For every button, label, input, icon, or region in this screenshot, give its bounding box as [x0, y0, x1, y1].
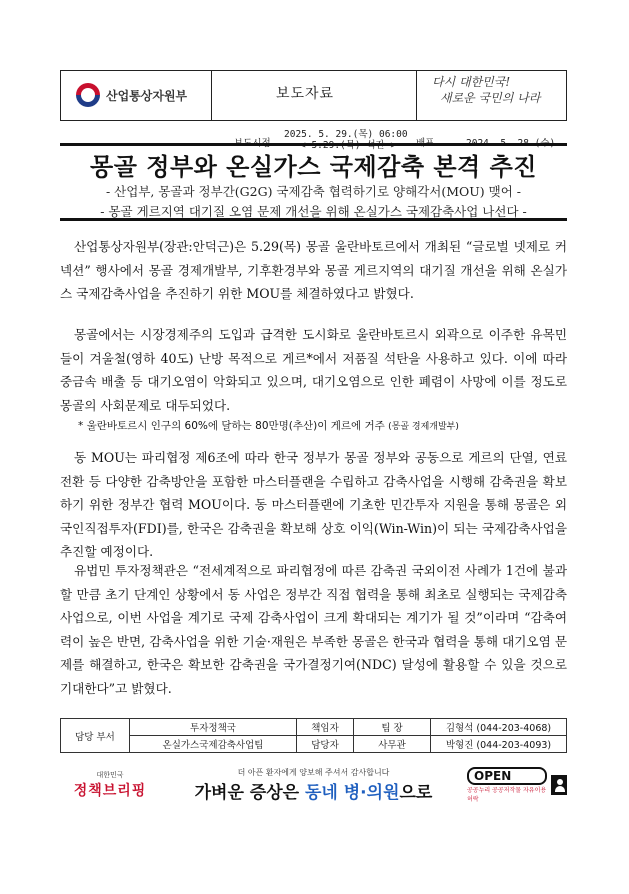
page-title: 몽골 정부와 온실가스 국제감축 본격 추진 — [90, 153, 537, 181]
title-2: 사무관 — [354, 736, 431, 753]
release-time: 2025. 5. 29.(목) 06:00 — [284, 129, 408, 140]
header-divider — [416, 71, 417, 120]
dept-2: 온실가스국제감축사업팀 — [130, 736, 297, 753]
kogl-open-badge — [467, 767, 567, 803]
role-2: 담당자 — [297, 736, 354, 753]
policy-briefing-top: 대한민국 — [96, 771, 124, 779]
paragraph-2: 몽골에서는 시장경제주의 도입과 급격한 도시화로 울란바토르시 외곽으로 이주한 유목민들이 겨울철(영하 40도) 난방 목적으로 게르*에서 저품질 석탄을 사용하고 있다. 이에 따라 중금속 배출 등 대기오염이 악화되고 있으며, 대기오염으로 인한 폐렴이 사망에 이를 정도로 몽골의 사회문제로 대두되었다. — [60, 327, 567, 413]
campaign-headline-highlight: 동네 병·의원 — [305, 783, 400, 803]
footnote-text: * 울란바토르시 인구의 60%에 달하는 80만명(추산)이 게르에 거주 — [78, 420, 385, 432]
open-subtext: 공공누리 공공저작물 자유이용허락 — [467, 787, 547, 803]
subtitle-2: - 몽골 게르지역 대기질 오염 문제 개선을 위해 온실가스 국제감축사업 나선다 - — [100, 204, 527, 219]
campaign-subtext: 더 아픈 환자에게 양보해 주셔서 감사합니다 — [237, 768, 390, 777]
campaign-headline-part: 으로 — [399, 783, 433, 803]
subtitle-1: - 산업부, 몽골과 정부간(G2G) 국제감축 협력하기로 양해각서(MOU) 맺어 - — [105, 184, 522, 199]
release-paper: < 5.29.(목) 석간 > — [300, 140, 397, 151]
dept-label: 담당 부서 — [61, 719, 130, 753]
role-1: 책임자 — [297, 719, 354, 736]
policy-briefing-logo — [60, 770, 160, 800]
release-label: 보도시점 — [234, 138, 271, 149]
paragraph-3: 동 MOU는 파리협정 제6조에 따라 한국 정부가 몽골 정부와 공동으로 게르의 단열, 연료전환 등 다양한 감축방안을 포함한 마스터플랜을 수립하고 감축사업을 시행해 감축권을 확보하기 위한 정부간 협력 MOU이다. 동 마스터플랜에 기초한 민간투자 지원을 통해 몽골은 외국인직접투자(FDI)를, 한국은 감축권을 확보해 상호 이익(Win-Win)이 되는 국제감축사업을 추진할 예정이다. — [60, 450, 567, 559]
table-row — [61, 719, 567, 736]
ministry-logo — [76, 78, 187, 112]
slogan-line-1: 다시 대한민국! — [432, 75, 511, 89]
bottom-banner — [60, 760, 567, 810]
table-row — [61, 736, 567, 753]
distribution-label: 배포 — [416, 138, 435, 149]
slogan — [432, 74, 562, 106]
open-label: OPEN — [467, 767, 547, 785]
title-1: 팀 장 — [354, 719, 431, 736]
person-1: 김형석 (044-203-4068) — [431, 719, 567, 736]
footnote — [78, 418, 567, 433]
paragraph-1: 산업통상자원부(장관:안덕근)은 5.29(목) 몽골 울란바토르에서 개최된 “글로벌 넷제로 커넥션” 행사에서 몽골 경제개발부, 기후환경부와 몽골 게르지역의 대기질 개선을 위해 온실가스 국제감축사업을 추진하기 위한 MOU를 체결하였다고 밝혔다. — [60, 239, 567, 301]
campaign-headline — [160, 778, 467, 803]
attribution-person-icon — [551, 775, 567, 795]
campaign-headline-part: 가벼운 증상은 — [194, 783, 305, 803]
dept-1: 투자정책국 — [130, 719, 297, 736]
distribution-date: 2024. 5. 28.(수) — [466, 138, 556, 149]
person-2: 박형진 (044-203-4093) — [431, 736, 567, 753]
ministry-name: 산업통상자원부 — [106, 88, 188, 103]
paragraph-4: 유법민 투자정책관은 “전세계적으로 파리협정에 따른 감축권 국외이전 사례가 1건에 불과할 만큼 초기 단계인 상황에서 동 사업은 정부간 직접 협력을 통해 최초로 실행되는 국제감축사업으로, 이번 사업을 계기로 국제 감축사업이 크게 확대되는 계기가 될 것”이라며 “감축여력이 높은 반면, 감축사업을 위한 기술·재원은 부족한 몽골은 한국과 협력을 통해 대기오염 문제를 해결하고, 한국은 확보한 감축권을 국가결정기여(NDC) 달성에 활용할 수 있을 것으로 기대한다”고 밝혔다. — [60, 563, 567, 696]
slogan-line-2: 새로운 국민의 나라 — [440, 91, 541, 105]
campaign-ad — [160, 767, 467, 803]
press-release-label: 보도자료 — [275, 86, 335, 102]
header-divider — [211, 71, 212, 120]
policy-briefing-name: 정책브리핑 — [73, 783, 147, 799]
contact-table — [60, 718, 567, 753]
footnote-source: (몽골 경제개발부) — [388, 422, 459, 432]
taegukgi-icon — [76, 83, 100, 107]
